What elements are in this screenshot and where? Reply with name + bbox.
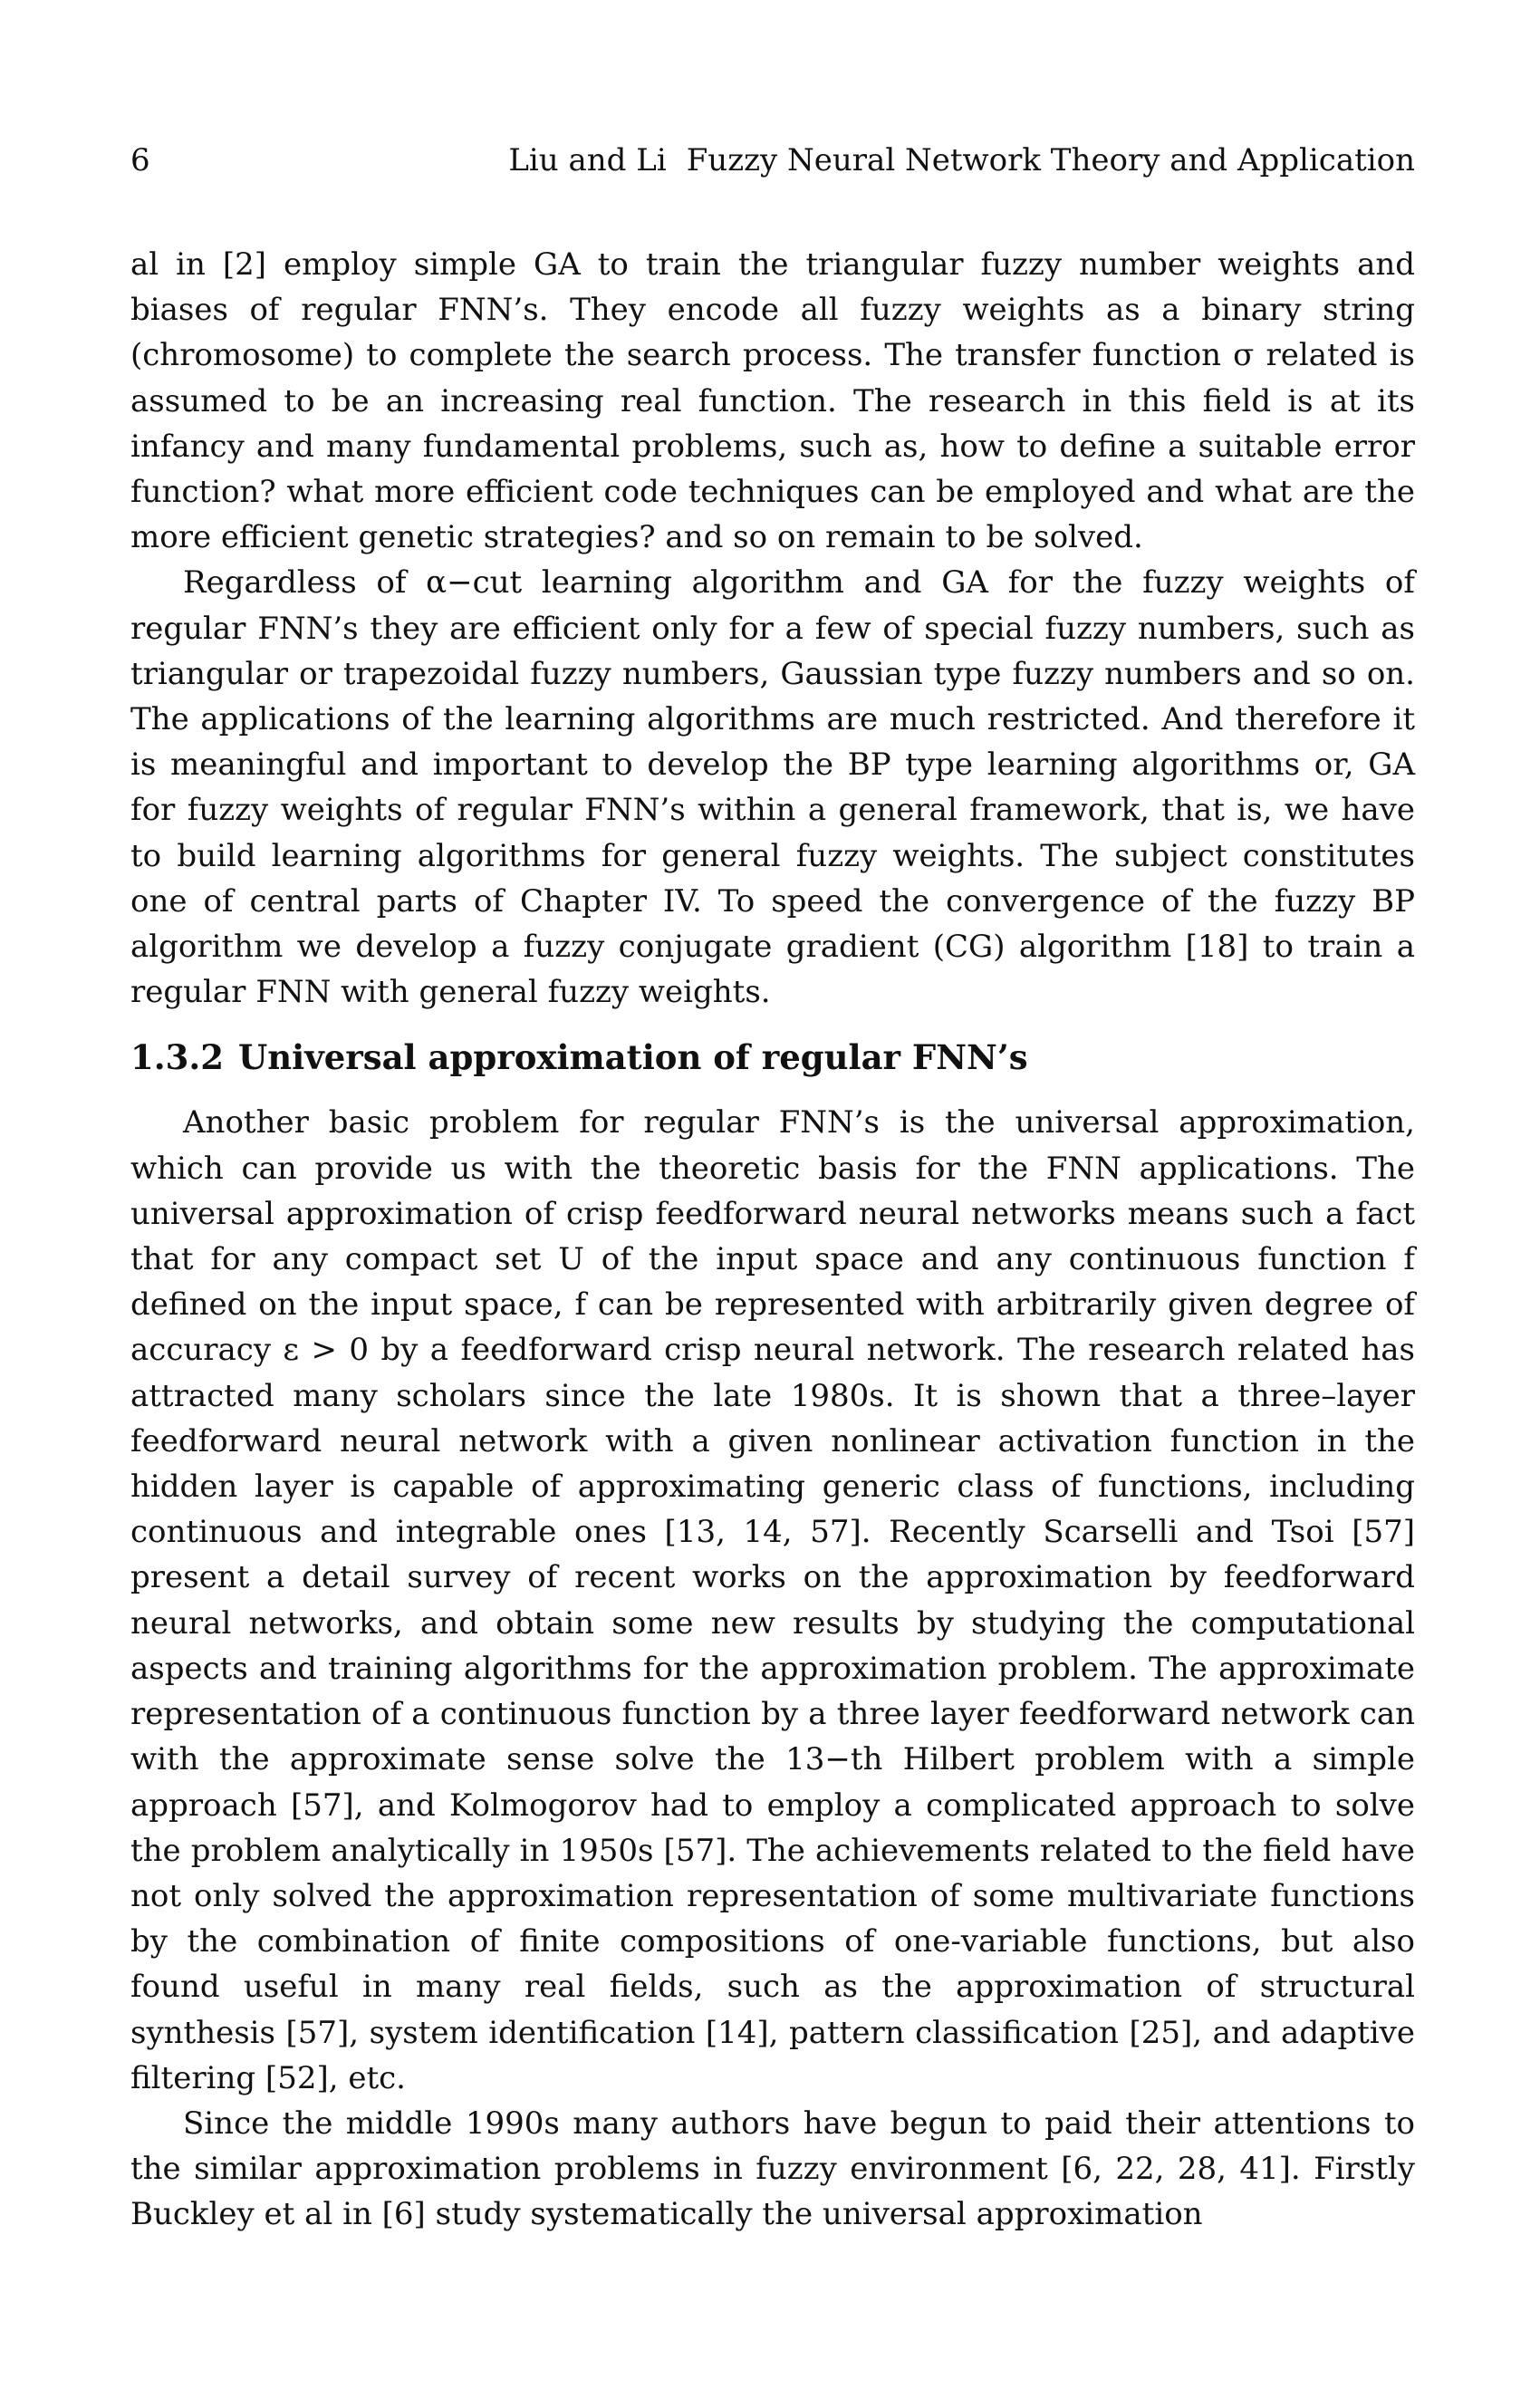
paragraph-fuzzy-environment: Since the middle 1990s many authors have begun to paid their attentions to the similar approximation problems in fuzzy environment [6, 22, 28, 41]. Firstly Buckley et al in [6] study systematically the universal approximation bbox=[130, 2105, 1415, 2233]
section-number: 1.3.2 bbox=[130, 1037, 224, 1078]
body-text bbox=[130, 242, 1415, 2238]
paragraph-universal-approximation: Another basic problem for regular FNN’s is the universal approximation, which can provide us with the theoretic basis for the FNN applications. The universal approximation of crisp feedforward neural networks means such a fact that for any compact set U of the input space and any continuous function f defined on the input space, f can be represented with arbitrarily given degree of accuracy ε > 0 by a feedforward crisp neural network. The research related has attracted many scholars since the late 1980s. It is shown that a three–layer feedforward neural network with a given nonlinear activation function in the hidden layer is capable of approximating generic class of functions, including continuous and integrable ones [13, 14, 57]. Recently Scarselli and Tsoi [57] present a detail survey of recent works on the approximation by feedforward neural networks, and obtain some new results by studying the computational aspects and training algorithms for the approximation problem. The approximate representation of a continuous function by a three layer feedforward network can with the approximate sense solve the 13−th Hilbert problem with a simple approach [57], and Kolmogorov had to employ a complicated approach to solve the problem analytically in 1950s [57]. The achievements related to the field have not only solved the approximation representation of some multivariate functions by the combination of finite compositions of one-variable functions, but also found useful in many real fields, such as the approximation of structural synthesis [57], system identification [14], pattern classification [25], and adaptive filtering [52], etc. bbox=[130, 1104, 1415, 2096]
section-title: Universal approximation of regular FNN’s bbox=[238, 1037, 1028, 1078]
running-head bbox=[130, 140, 1415, 180]
book-page bbox=[130, 140, 1415, 2238]
running-title bbox=[508, 140, 1415, 180]
running-head-book-title: Fuzzy Neural Network Theory and Application bbox=[686, 142, 1415, 178]
page-number: 6 bbox=[130, 142, 150, 178]
section-heading bbox=[130, 1035, 1415, 1080]
paragraph-alpha-cut-learning: Regardless of α−cut learning algorithm and GA for the fuzzy weights of regular FNN’s they are efficient only for a few of special fuzzy numbers, such as triangular or trapezoidal fuzzy numbers, Gaussian type fuzzy numbers and so on. The applications of the learning algorithms are much restricted. And therefore it is meaningful and important to develop the BP type learning algorithms or, GA for fuzzy weights of regular FNN’s within a general framework, that is, we have to build learning algorithms for general fuzzy weights. The subject constitutes one of central parts of Chapter IV. To speed the convergence of the fuzzy BP algorithm we develop a fuzzy conjugate gradient (CG) algorithm [18] to train a regular FNN with general fuzzy weights. bbox=[130, 564, 1415, 1011]
running-head-authors: Liu and Li bbox=[508, 142, 667, 178]
paragraph-ga-training: al in [2] employ simple GA to train the triangular fuzzy number weights and biases of regular FNN’s. They encode all fuzzy weights as a binary string (chromosome) to complete the search process. The transfer function σ related is assumed to be an increasing real function. The research in this field is at its infancy and many fundamental problems, such as, how to define a suitable error function? what more efficient code techniques can be employed and what are the more efficient genetic strategies? and so on remain to be solved. bbox=[130, 246, 1415, 556]
